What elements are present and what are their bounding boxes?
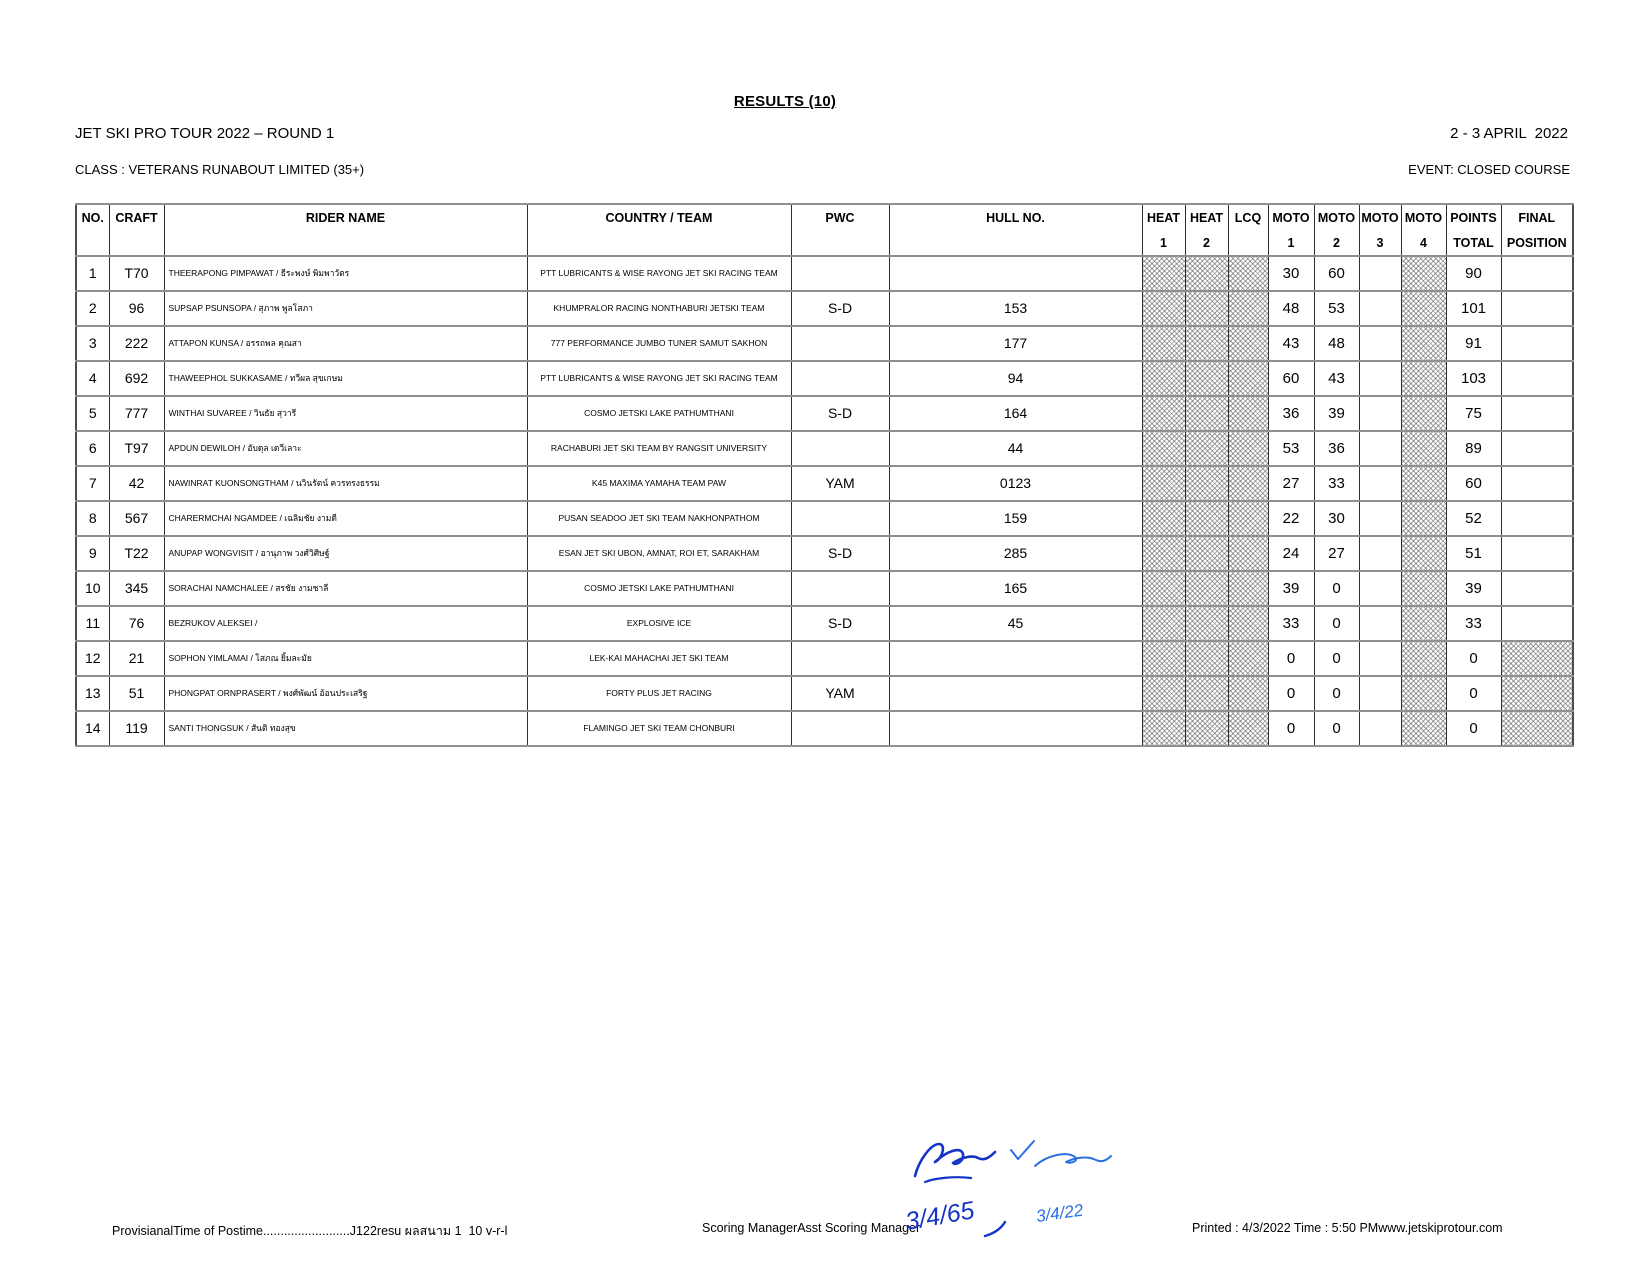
- cell-moto2: 30: [1314, 501, 1359, 536]
- cell-team: FORTY PLUS JET RACING: [527, 676, 791, 711]
- cell-moto1: 60: [1268, 361, 1314, 396]
- col-header-team: COUNTRY / TEAM: [527, 204, 791, 256]
- cell-heat2: [1185, 466, 1228, 501]
- cell-pwc: [791, 501, 889, 536]
- cell-moto2: 27: [1314, 536, 1359, 571]
- col-header-heat1: HEAT 1: [1142, 204, 1185, 256]
- cell-pwc: [791, 326, 889, 361]
- event-type: EVENT: CLOSED COURSE: [1408, 162, 1570, 177]
- cell-no: 7: [76, 466, 109, 501]
- cell-moto1: 24: [1268, 536, 1314, 571]
- cell-heat1: [1142, 361, 1185, 396]
- cell-craft: 76: [109, 606, 164, 641]
- cell-hull: 94: [889, 361, 1142, 396]
- table-row: [76, 361, 1573, 396]
- cell-hull: 165: [889, 571, 1142, 606]
- cell-pwc: [791, 431, 889, 466]
- cell-moto2: 43: [1314, 361, 1359, 396]
- cell-lcq: [1228, 641, 1268, 676]
- cell-points: 90: [1446, 256, 1501, 291]
- cell-no: 13: [76, 676, 109, 711]
- cell-points: 75: [1446, 396, 1501, 431]
- cell-points: 0: [1446, 676, 1501, 711]
- cell-moto1: 0: [1268, 676, 1314, 711]
- page-title: RESULTS (10): [733, 93, 837, 110]
- cell-heat2: [1185, 536, 1228, 571]
- cell-craft: T97: [109, 431, 164, 466]
- cell-points: 91: [1446, 326, 1501, 361]
- cell-moto4: [1401, 641, 1446, 676]
- cell-moto3: [1359, 396, 1401, 431]
- cell-rider: SOPHON YIMLAMAI / โสภณ ยิ้มละมัย: [164, 641, 527, 676]
- cell-heat1: [1142, 571, 1185, 606]
- cell-moto4: [1401, 256, 1446, 291]
- cell-craft: 777: [109, 396, 164, 431]
- cell-team: FLAMINGO JET SKI TEAM CHONBURI: [527, 711, 791, 746]
- cell-moto2: 53: [1314, 291, 1359, 326]
- cell-moto2: 0: [1314, 606, 1359, 641]
- cell-hull: [889, 641, 1142, 676]
- cell-rider: CHARERMCHAI NGAMDEE / เฉลิมชัย งามดี: [164, 501, 527, 536]
- col-header-moto2: MOTO 2: [1314, 204, 1359, 256]
- cell-no: 1: [76, 256, 109, 291]
- cell-team: COSMO JETSKI LAKE PATHUMTHANI: [527, 571, 791, 606]
- col-header-heat2: HEAT 2: [1185, 204, 1228, 256]
- table-row: [76, 326, 1573, 361]
- cell-no: 12: [76, 641, 109, 676]
- cell-points: 52: [1446, 501, 1501, 536]
- cell-moto2: 0: [1314, 676, 1359, 711]
- cell-final: [1501, 501, 1573, 536]
- cell-craft: 692: [109, 361, 164, 396]
- cell-team: RACHABURI JET SKI TEAM BY RANGSIT UNIVERSITY: [527, 431, 791, 466]
- cell-hull: 159: [889, 501, 1142, 536]
- cell-team: ESAN JET SKI UBON, AMNAT, ROI ET, SARAKHAM: [527, 536, 791, 571]
- cell-pwc: [791, 361, 889, 396]
- cell-final: [1501, 676, 1573, 711]
- cell-final: [1501, 361, 1573, 396]
- cell-heat2: [1185, 256, 1228, 291]
- col-header-moto4: MOTO 4: [1401, 204, 1446, 256]
- cell-craft: 96: [109, 291, 164, 326]
- cell-team: LEK-KAI MAHACHAI JET SKI TEAM: [527, 641, 791, 676]
- cell-no: 2: [76, 291, 109, 326]
- cell-craft: 222: [109, 326, 164, 361]
- cell-craft: T70: [109, 256, 164, 291]
- cell-final: [1501, 711, 1573, 746]
- cell-rider: BEZRUKOV ALEKSEI /: [164, 606, 527, 641]
- cell-heat1: [1142, 466, 1185, 501]
- cell-final: [1501, 431, 1573, 466]
- cell-rider: SANTI THONGSUK / สันติ ทองสุข: [164, 711, 527, 746]
- cell-rider: THEERAPONG PIMPAWAT / ธีระพงษ์ พิมพาวัตร: [164, 256, 527, 291]
- signature-stroke-1: [915, 1144, 995, 1176]
- cell-moto4: [1401, 431, 1446, 466]
- cell-heat2: [1185, 396, 1228, 431]
- cell-hull: [889, 711, 1142, 746]
- cell-heat1: [1142, 676, 1185, 711]
- cell-hull: [889, 676, 1142, 711]
- cell-moto3: [1359, 501, 1401, 536]
- cell-heat2: [1185, 571, 1228, 606]
- cell-moto3: [1359, 431, 1401, 466]
- cell-final: [1501, 256, 1573, 291]
- cell-pwc: S-D: [791, 606, 889, 641]
- cell-final: [1501, 571, 1573, 606]
- cell-no: 9: [76, 536, 109, 571]
- cell-points: 33: [1446, 606, 1501, 641]
- cell-points: 103: [1446, 361, 1501, 396]
- cell-no: 11: [76, 606, 109, 641]
- cell-lcq: [1228, 606, 1268, 641]
- cell-rider: NAWINRAT KUONSONGTHAM / นวินรัตน์ ควรทรงธรรม: [164, 466, 527, 501]
- results-table: [75, 203, 1574, 747]
- cell-lcq: [1228, 711, 1268, 746]
- cell-craft: 21: [109, 641, 164, 676]
- cell-moto3: [1359, 256, 1401, 291]
- cell-rider: THAWEEPHOL SUKKASAME / ทวีผล สุขเกษม: [164, 361, 527, 396]
- cell-final: [1501, 641, 1573, 676]
- cell-moto1: 0: [1268, 711, 1314, 746]
- cell-heat2: [1185, 711, 1228, 746]
- cell-moto1: 48: [1268, 291, 1314, 326]
- cell-heat2: [1185, 606, 1228, 641]
- cell-heat1: [1142, 606, 1185, 641]
- cell-heat1: [1142, 501, 1185, 536]
- cell-hull: 153: [889, 291, 1142, 326]
- cell-heat1: [1142, 711, 1185, 746]
- cell-craft: 51: [109, 676, 164, 711]
- cell-final: [1501, 291, 1573, 326]
- cell-pwc: YAM: [791, 466, 889, 501]
- cell-rider: APDUN DEWILOH / อับดุล เดวีเลาะ: [164, 431, 527, 466]
- cell-pwc: [791, 641, 889, 676]
- cell-hull: 177: [889, 326, 1142, 361]
- cell-lcq: [1228, 291, 1268, 326]
- cell-moto2: 0: [1314, 711, 1359, 746]
- cell-moto3: [1359, 571, 1401, 606]
- event-dates: 2 - 3 APRIL 2022: [1450, 125, 1568, 142]
- cell-final: [1501, 536, 1573, 571]
- cell-points: 39: [1446, 571, 1501, 606]
- cell-team: EXPLOSIVE ICE: [527, 606, 791, 641]
- table-row: [76, 676, 1573, 711]
- cell-heat1: [1142, 256, 1185, 291]
- cell-pwc: S-D: [791, 536, 889, 571]
- cell-hull: 285: [889, 536, 1142, 571]
- cell-no: 6: [76, 431, 109, 466]
- cell-moto4: [1401, 361, 1446, 396]
- cell-moto2: 0: [1314, 571, 1359, 606]
- cell-hull: 45: [889, 606, 1142, 641]
- col-header-no: NO.: [76, 204, 109, 256]
- cell-moto3: [1359, 676, 1401, 711]
- header-row: [76, 204, 1573, 256]
- cell-rider: ATTAPON KUNSA / อรรถพล คุณสา: [164, 326, 527, 361]
- table-row: [76, 466, 1573, 501]
- cell-moto4: [1401, 536, 1446, 571]
- table-row: [76, 291, 1573, 326]
- cell-lcq: [1228, 466, 1268, 501]
- signature-ink: [885, 1118, 1135, 1263]
- cell-moto3: [1359, 326, 1401, 361]
- cell-lcq: [1228, 326, 1268, 361]
- cell-moto4: [1401, 326, 1446, 361]
- cell-lcq: [1228, 501, 1268, 536]
- cell-moto2: 33: [1314, 466, 1359, 501]
- col-header-hull: HULL NO.: [889, 204, 1142, 256]
- cell-heat2: [1185, 501, 1228, 536]
- cell-craft: 42: [109, 466, 164, 501]
- footer-scoring-manager-label: Scoring ManagerAsst Scoring Manager: [702, 1221, 921, 1235]
- col-header-craft: CRAFT: [109, 204, 164, 256]
- signature-stroke-5: [1035, 1154, 1111, 1166]
- cell-heat2: [1185, 431, 1228, 466]
- cell-pwc: YAM: [791, 676, 889, 711]
- cell-moto3: [1359, 641, 1401, 676]
- cell-moto4: [1401, 711, 1446, 746]
- table-row: [76, 431, 1573, 466]
- cell-rider: PHONGPAT ORNPRASERT / พงศ์พัฒน์ อ้อนประเสริฐ: [164, 676, 527, 711]
- signature-stroke-4: [1011, 1141, 1034, 1159]
- cell-heat2: [1185, 326, 1228, 361]
- cell-moto2: 36: [1314, 431, 1359, 466]
- cell-heat1: [1142, 291, 1185, 326]
- cell-lcq: [1228, 571, 1268, 606]
- cell-lcq: [1228, 361, 1268, 396]
- table-row: [76, 571, 1573, 606]
- cell-team: 777 PERFORMANCE JUMBO TUNER SAMUT SAKHON: [527, 326, 791, 361]
- cell-lcq: [1228, 676, 1268, 711]
- signature-stroke-2: [925, 1177, 971, 1182]
- col-header-moto1: MOTO 1: [1268, 204, 1314, 256]
- col-header-points: POINTS TOTAL: [1446, 204, 1501, 256]
- class-label: CLASS : VETERANS RUNABOUT LIMITED (35+): [75, 162, 365, 177]
- cell-craft: T22: [109, 536, 164, 571]
- cell-moto3: [1359, 466, 1401, 501]
- cell-hull: 164: [889, 396, 1142, 431]
- cell-heat1: [1142, 641, 1185, 676]
- table-row: [76, 396, 1573, 431]
- cell-pwc: S-D: [791, 396, 889, 431]
- cell-heat1: [1142, 326, 1185, 361]
- signature-date-2: 3/4/22: [1034, 1200, 1085, 1226]
- col-header-lcq: LCQ: [1228, 204, 1268, 256]
- cell-heat2: [1185, 676, 1228, 711]
- table-row: [76, 256, 1573, 291]
- cell-no: 4: [76, 361, 109, 396]
- footer-provisional-text: ProvisianalTime of Postime.........................J122resu ผลสนาม 1 10 v-r-l: [112, 1224, 508, 1238]
- cell-moto1: 0: [1268, 641, 1314, 676]
- cell-rider: SORACHAI NAMCHALEE / สรชัย งามชาลี: [164, 571, 527, 606]
- cell-craft: 345: [109, 571, 164, 606]
- cell-lcq: [1228, 256, 1268, 291]
- col-header-final: FINAL POSITION: [1501, 204, 1573, 256]
- table-row: [76, 711, 1573, 746]
- cell-heat2: [1185, 641, 1228, 676]
- table-row: [76, 641, 1573, 676]
- col-header-rider: RIDER NAME: [164, 204, 527, 256]
- table-row: [76, 501, 1573, 536]
- cell-moto1: 36: [1268, 396, 1314, 431]
- cell-pwc: [791, 256, 889, 291]
- cell-no: 10: [76, 571, 109, 606]
- cell-no: 5: [76, 396, 109, 431]
- cell-hull: 44: [889, 431, 1142, 466]
- cell-team: K45 MAXIMA YAMAHA TEAM PAW: [527, 466, 791, 501]
- cell-points: 60: [1446, 466, 1501, 501]
- cell-team: PUSAN SEADOO JET SKI TEAM NAKHONPATHOM: [527, 501, 791, 536]
- cell-moto1: 27: [1268, 466, 1314, 501]
- cell-moto4: [1401, 606, 1446, 641]
- cell-pwc: [791, 711, 889, 746]
- cell-final: [1501, 326, 1573, 361]
- cell-team: PTT LUBRICANTS & WISE RAYONG JET SKI RACING TEAM: [527, 256, 791, 291]
- event-title: JET SKI PRO TOUR 2022 – ROUND 1: [75, 125, 335, 142]
- cell-points: 0: [1446, 641, 1501, 676]
- col-header-moto3: MOTO 3: [1359, 204, 1401, 256]
- cell-moto1: 33: [1268, 606, 1314, 641]
- cell-moto3: [1359, 361, 1401, 396]
- cell-rider: SUPSAP PSUNSOPA / สุภาพ พูลโสภา: [164, 291, 527, 326]
- cell-no: 8: [76, 501, 109, 536]
- cell-points: 101: [1446, 291, 1501, 326]
- table-row: [76, 606, 1573, 641]
- cell-moto3: [1359, 536, 1401, 571]
- cell-moto1: 43: [1268, 326, 1314, 361]
- cell-craft: 119: [109, 711, 164, 746]
- cell-moto4: [1401, 466, 1446, 501]
- cell-moto4: [1401, 291, 1446, 326]
- cell-final: [1501, 466, 1573, 501]
- cell-rider: WINTHAI SUVAREE / วินธัย สุวารี: [164, 396, 527, 431]
- cell-heat2: [1185, 291, 1228, 326]
- cell-moto3: [1359, 291, 1401, 326]
- cell-team: COSMO JETSKI LAKE PATHUMTHANI: [527, 396, 791, 431]
- cell-heat1: [1142, 396, 1185, 431]
- cell-craft: 567: [109, 501, 164, 536]
- cell-moto3: [1359, 606, 1401, 641]
- cell-moto2: 0: [1314, 641, 1359, 676]
- cell-pwc: S-D: [791, 291, 889, 326]
- signature-stroke-3: [985, 1222, 1005, 1236]
- cell-moto4: [1401, 571, 1446, 606]
- cell-moto4: [1401, 501, 1446, 536]
- cell-rider: ANUPAP WONGVISIT / อานุภาพ วงศ์วิศิษฐ์: [164, 536, 527, 571]
- cell-moto1: 30: [1268, 256, 1314, 291]
- cell-points: 89: [1446, 431, 1501, 466]
- cell-moto1: 39: [1268, 571, 1314, 606]
- cell-lcq: [1228, 431, 1268, 466]
- table-row: [76, 536, 1573, 571]
- cell-points: 51: [1446, 536, 1501, 571]
- cell-pwc: [791, 571, 889, 606]
- cell-final: [1501, 396, 1573, 431]
- footer-printed-info: Printed : 4/3/2022 Time : 5:50 PMwww.jetskiprotour.com: [1192, 1221, 1503, 1235]
- cell-team: KHUMPRALOR RACING NONTHABURI JETSKI TEAM: [527, 291, 791, 326]
- cell-moto2: 60: [1314, 256, 1359, 291]
- cell-heat2: [1185, 361, 1228, 396]
- cell-team: PTT LUBRICANTS & WISE RAYONG JET SKI RACING TEAM: [527, 361, 791, 396]
- cell-final: [1501, 606, 1573, 641]
- cell-hull: 0123: [889, 466, 1142, 501]
- cell-moto2: 39: [1314, 396, 1359, 431]
- cell-heat1: [1142, 536, 1185, 571]
- cell-lcq: [1228, 396, 1268, 431]
- cell-lcq: [1228, 536, 1268, 571]
- cell-moto4: [1401, 676, 1446, 711]
- cell-moto1: 22: [1268, 501, 1314, 536]
- cell-moto1: 53: [1268, 431, 1314, 466]
- cell-heat1: [1142, 431, 1185, 466]
- cell-no: 14: [76, 711, 109, 746]
- cell-moto4: [1401, 396, 1446, 431]
- cell-hull: [889, 256, 1142, 291]
- cell-points: 0: [1446, 711, 1501, 746]
- cell-no: 3: [76, 326, 109, 361]
- cell-moto3: [1359, 711, 1401, 746]
- signature-date-1: 3/4/65: [903, 1196, 977, 1236]
- col-header-pwc: PWC: [791, 204, 889, 256]
- cell-moto2: 48: [1314, 326, 1359, 361]
